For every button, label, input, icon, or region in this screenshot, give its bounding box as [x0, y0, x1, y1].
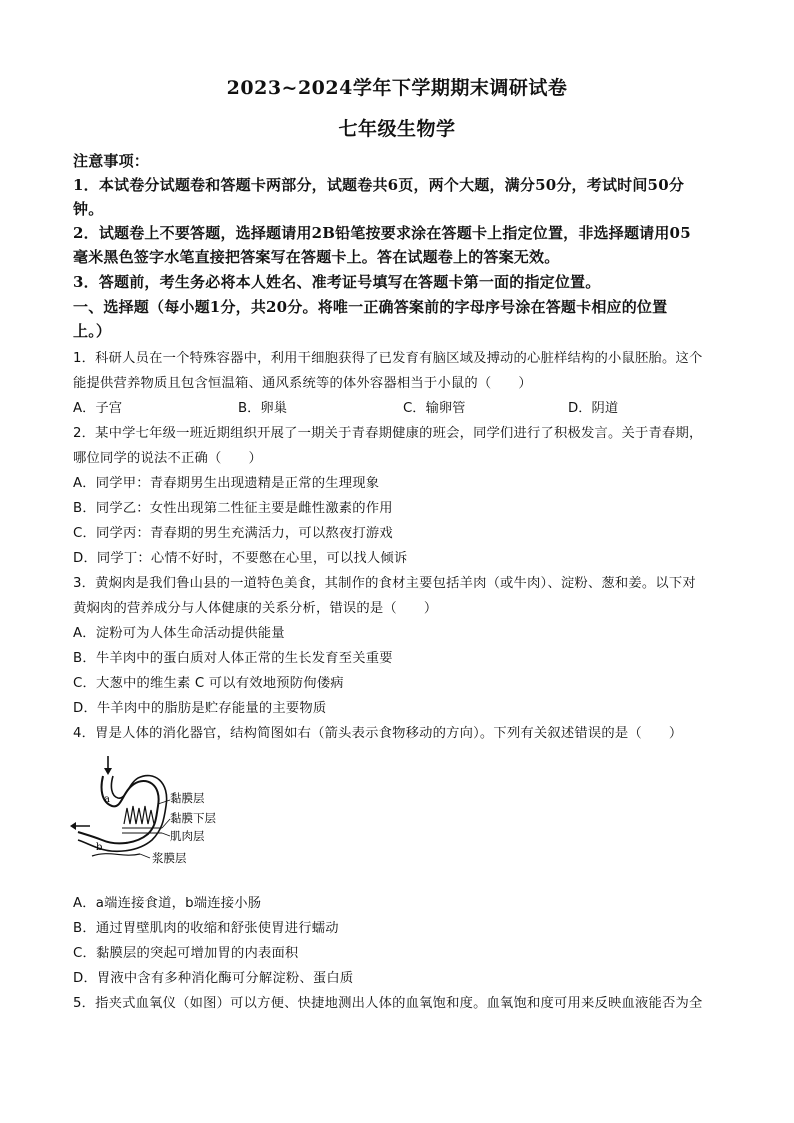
notice-item-2: 2．试题卷上不要答题，选择题请用2B铅笔按要求涂在答题卡上指定位置，非选择题请用05: [73, 224, 691, 242]
question-4-option-d: D．胃液中含有多种消化酶可分解淀粉、蛋白质: [73, 971, 354, 986]
notice-item-1: 1．本试卷分试题卷和答题卡两部分，试题卷共6页，两个大题，满分50分，考试时间50分: [73, 176, 685, 194]
notice-heading: 注意事项：: [73, 152, 150, 170]
question-2-option-c: C．同学丙：青春期的男生充满活力，可以熬夜打游戏: [73, 526, 393, 541]
notice-item-2-cont: 毫米黑色签字水笔直接把答案写在答题卡上。答在试题卷上的答案无效。: [73, 248, 560, 266]
label-a: a: [104, 794, 110, 805]
question-3-option-b: B．牛羊肉中的蛋白质对人体正常的生长发育至关重要: [73, 651, 393, 666]
label-muscle: 肌肉层: [170, 829, 205, 843]
label-mucosa: 黏膜层: [170, 791, 205, 805]
question-1-option-b: B．卵巢: [238, 401, 288, 416]
question-3-stem: 3．黄焖肉是我们鲁山县的一道特色美食，其制作的食材主要包括羊肉（或牛肉）、淀粉、葱和姜。以下对: [73, 576, 696, 591]
notice-item-3: 3．答题前，考生务必将本人姓名、准考证号填写在答题卡第一面的指定位置。: [73, 273, 601, 291]
question-3-option-a: A．淀粉可为人体生命活动提供能量: [73, 626, 285, 641]
stomach-diagram: [70, 754, 230, 869]
notice-item-1-cont: 钟。: [73, 200, 104, 218]
food-in-arrow-head: [104, 768, 112, 775]
section-heading-cont: 上。）: [73, 322, 112, 340]
food-out-arrow-head: [70, 822, 76, 830]
question-1-option-a: A．子宫: [73, 401, 122, 416]
leader-mucosa: [158, 800, 170, 804]
question-1-option-c: C．输卵管: [403, 401, 466, 416]
leader-serosa: [140, 854, 150, 858]
serosa-line: [92, 854, 140, 856]
exam-title: 2023~2024学年下学期期末调研试卷: [226, 77, 568, 99]
question-2-option-b: B．同学乙：女性出现第二性征主要是雌性激素的作用: [73, 501, 393, 516]
label-submucosa: 黏膜下层: [170, 811, 216, 825]
question-1-options: [73, 397, 733, 416]
label-b: b: [96, 842, 103, 853]
mucosa-folds: [124, 806, 154, 824]
question-2-stem-cont: 哪位同学的说法不正确（ ）: [73, 451, 262, 466]
exam-subject: 七年级生物学: [338, 118, 456, 140]
leader-muscle: [162, 833, 170, 836]
question-1-stem: 1．科研人员在一个特殊容器中，利用干细胞获得了已发育有脑区域及搏动的心脏样结构的小鼠胚胎。这个: [73, 351, 703, 366]
question-2-option-a: A．同学甲：青春期男生出现遗精是正常的生理现象: [73, 476, 380, 491]
question-1-stem-cont: 能提供营养物质且包含恒温箱、通风系统等的体外容器相当于小鼠的（ ）: [73, 376, 532, 391]
question-4-option-c: C．黏膜层的突起可增加胃的内表面积: [73, 946, 299, 961]
section-heading: 一、选择题（每小题1分，共20分。将唯一正确答案前的字母序号涂在答题卡相应的位置: [73, 298, 668, 316]
question-4-stem: 4．胃是人体的消化器官，结构简图如右（箭头表示食物移动的方向）。下列有关叙述错误的是（ ）: [73, 726, 683, 741]
question-4-option-a: A．a端连接食道，b端连接小肠: [73, 896, 262, 911]
question-2-option-d: D．同学丁：心情不好时，不要憋在心里，可以找人倾诉: [73, 551, 408, 566]
question-3-option-c: C．大葱中的维生素 C 可以有效地预防佝偻病: [73, 676, 344, 691]
question-5-stem: 5．指夹式血氧仪（如图）可以方便、快捷地测出人体的血氧饱和度。血氧饱和度可用来反映血液能否为全: [73, 996, 703, 1011]
question-1-option-d: D．阴道: [568, 401, 619, 416]
label-serosa: 浆膜层: [152, 851, 187, 865]
question-4-option-b: B．通过胃壁肌肉的收缩和舒张使胃进行蠕动: [73, 921, 339, 936]
question-3-option-d: D．牛羊肉中的脂肪是贮存能量的主要物质: [73, 701, 327, 716]
stomach-inner-wall: [78, 776, 167, 852]
question-2-stem: 2．某中学七年级一班近期组织开展了一期关于青春期健康的班会，同学们进行了积极发言。关于青春期，: [73, 426, 703, 441]
question-3-stem-cont: 黄焖肉的营养成分与人体健康的关系分析，错误的是（ ）: [73, 601, 438, 616]
